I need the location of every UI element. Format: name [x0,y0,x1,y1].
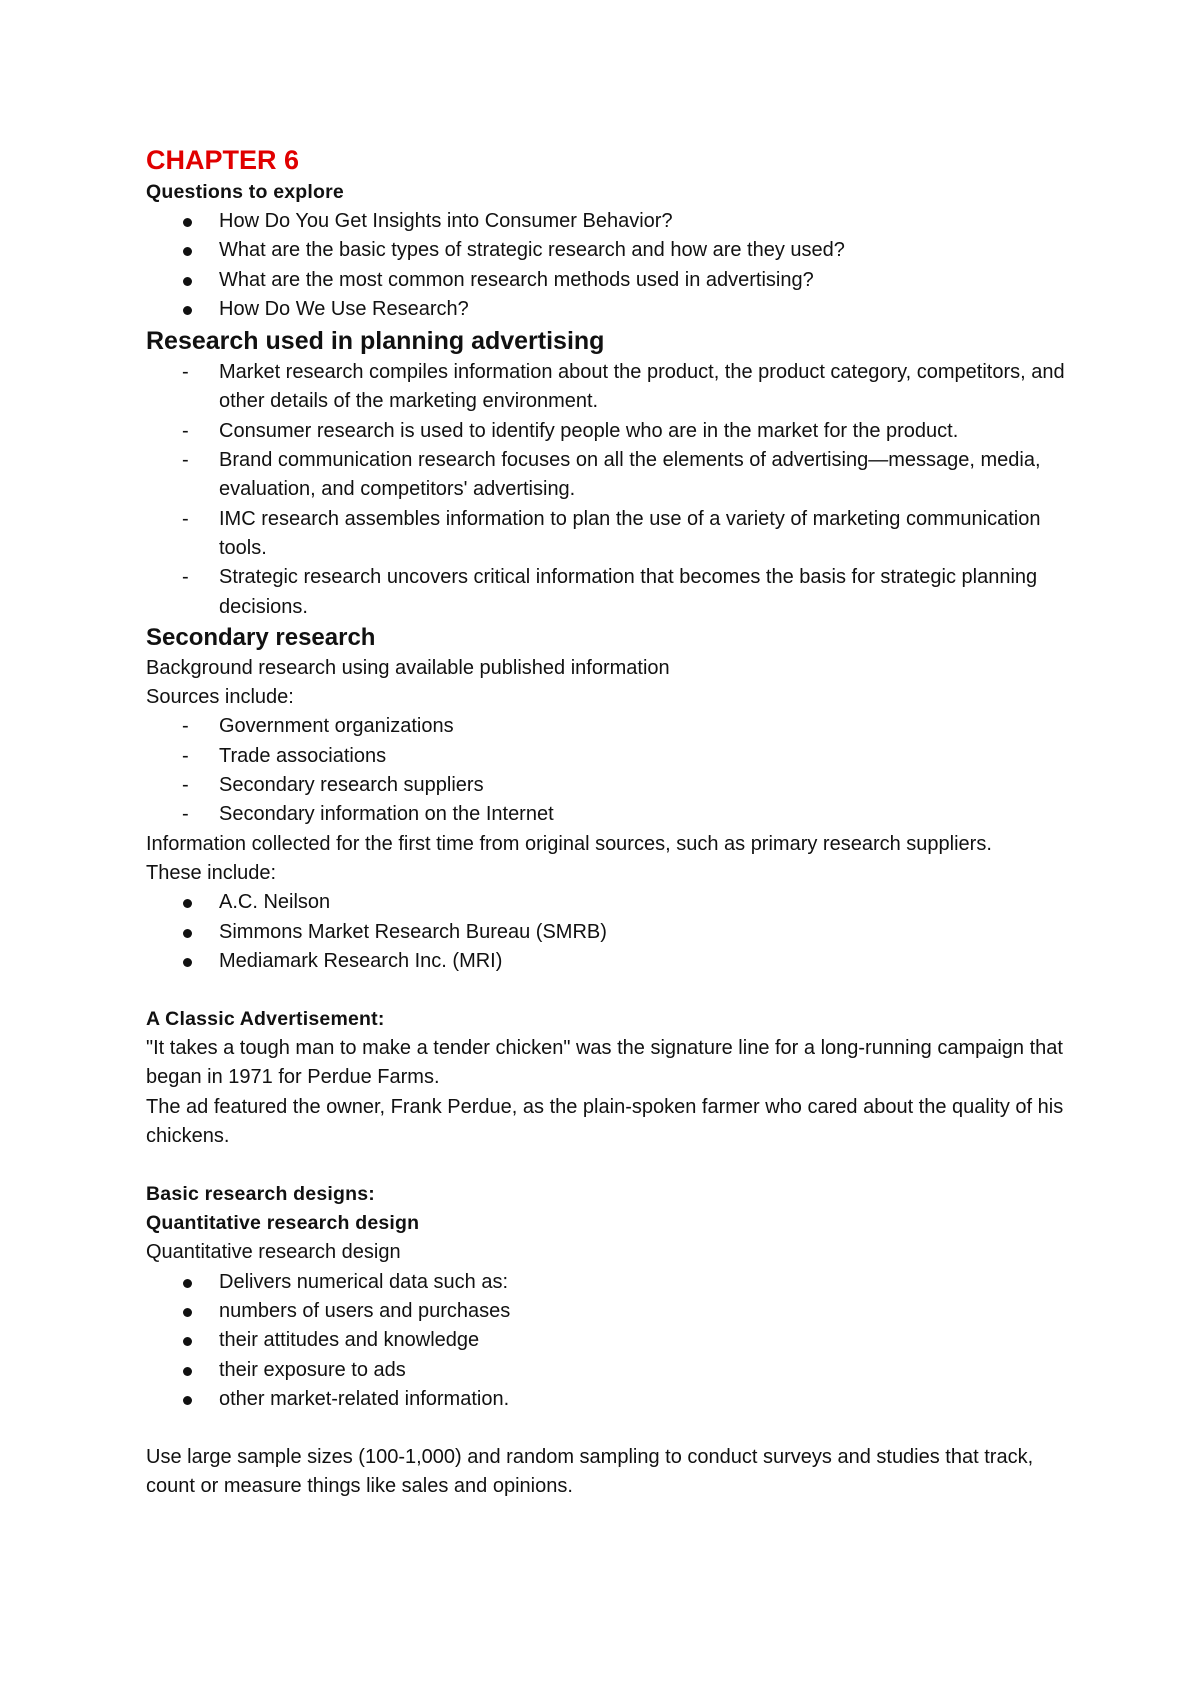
list-item-text: Mediamark Research Inc. (MRI) [219,949,503,972]
list-item [146,800,1066,829]
list-item-text: Consumer research is used to identify people who are in the market for the product. [219,419,959,442]
list-item-text: Strategic research uncovers critical information that becomes the basis for strategic planning decisions. [219,566,1038,618]
list-item-text: their attitudes and knowledge [219,1329,480,1352]
list-item [146,1268,1066,1297]
list-item-text: Secondary information on the Internet [219,803,554,826]
list-item [146,236,1066,265]
list-item [146,1385,1066,1414]
list-item-text: Trade associations [219,744,387,767]
spacer [146,976,1066,1005]
sources-list [146,712,1066,829]
list-item [146,207,1066,236]
list-item [146,947,1066,976]
list-item [146,1297,1066,1326]
list-item [146,446,1066,505]
dash-marker: - [182,507,189,530]
document-page [146,143,1066,1502]
list-item-text: Market research compiles information about the product, the product category, competitors, and other details of the marketing environment. [219,361,1065,413]
spacer [146,1151,1066,1180]
secondary-intro: Background research using available published information [146,656,670,679]
suppliers-list [146,888,1066,976]
research-designs-label: Basic research designs: [146,1183,375,1206]
list-item [146,742,1066,771]
dash-marker: - [182,744,189,767]
dash-marker: - [182,419,189,442]
questions-label: Questions to explore [146,181,344,203]
list-item [146,358,1066,417]
dash-marker: - [182,715,189,738]
primary-research-text: Information collected for the first time from original sources, such as primary research suppliers. [146,832,992,855]
list-item-text: other market-related information. [219,1387,510,1410]
planning-list [146,358,1066,622]
list-item-text: How Do We Use Research? [219,297,469,320]
list-item [146,417,1066,446]
list-item-text: Brand communication research focuses on all the elements of advertising—message, media, evaluation, and competitors' advertising. [219,449,1041,501]
classic-ad-label: A Classic Advertisement: [146,1008,385,1031]
list-item-text: What are the most common research methods used in advertising? [219,268,814,291]
list-item [146,505,1066,564]
list-item [146,888,1066,917]
closing-paragraph: Use large sample sizes (100-1,000) and random sampling to conduct surveys and studies that track, count or measure things like sales and opinions. [146,1446,1034,1498]
list-item [146,1326,1066,1355]
list-item [146,771,1066,800]
list-item-text: Delivers numerical data such as: [219,1270,509,1293]
questions-list [146,207,1066,324]
list-item [146,712,1066,741]
dash-marker: - [182,361,189,384]
list-item-text: IMC research assembles information to plan the use of a variety of marketing communication tools. [219,507,1041,559]
planning-heading: Research used in planning advertising [146,327,605,356]
list-item [146,918,1066,947]
quantitative-design-intro: Quantitative research design [146,1241,401,1264]
these-include-label: These include: [146,861,277,884]
quantitative-design-label: Quantitative research design [146,1212,420,1235]
list-item-text: What are the basic types of strategic research and how are they used? [219,239,845,262]
list-item [146,295,1066,324]
list-item-text: their exposure to ads [219,1358,406,1381]
list-item-text: How Do You Get Insights into Consumer Behavior? [219,210,673,232]
dash-marker: - [182,449,189,472]
sources-label: Sources include: [146,686,294,709]
secondary-heading: Secondary research [146,623,376,651]
dash-marker: - [182,803,189,826]
list-item [146,563,1066,622]
classic-ad-paragraph-1: "It takes a tough man to make a tender chicken" was the signature line for a long-running campaign that began in 1971 for Perdue Farms. [146,1037,1063,1089]
list-item-text: Secondary research suppliers [219,774,484,797]
dash-marker: - [182,774,189,797]
dash-marker: - [182,566,189,589]
quantitative-list [146,1268,1066,1414]
list-item-text: A.C. Neilson [219,891,331,914]
chapter-title: CHAPTER 6 [146,145,300,175]
spacer [146,1414,1066,1443]
list-item-text: Government organizations [219,715,454,738]
list-item-text: Simmons Market Research Bureau (SMRB) [219,920,607,943]
list-item-text: numbers of users and purchases [219,1299,511,1322]
list-item [146,266,1066,295]
list-item [146,1356,1066,1385]
classic-ad-paragraph-2: The ad featured the owner, Frank Perdue, as the plain-spoken farmer who cared about the quality of his chickens. [146,1095,1064,1148]
